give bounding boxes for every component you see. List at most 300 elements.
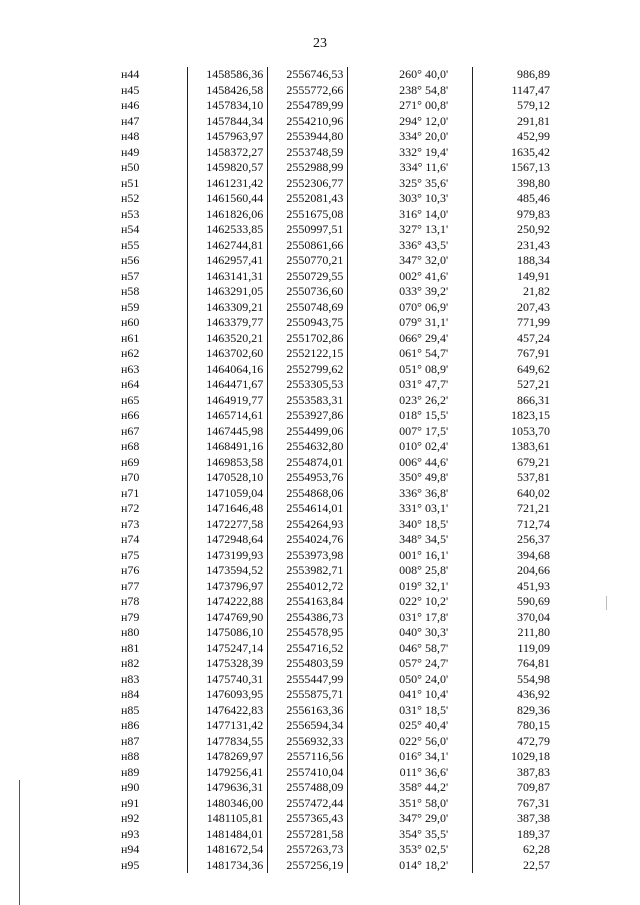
x-coordinate-cell: 1477834,55 <box>188 734 268 750</box>
table-row <box>119 811 552 827</box>
direction-angle-cell: 001° 16,1' <box>348 548 473 564</box>
distance-cell: 398,80 <box>473 176 552 192</box>
table-row <box>119 765 552 781</box>
table-row <box>119 734 552 750</box>
direction-angle-cell: 316° 14,0' <box>348 207 473 223</box>
x-coordinate-cell: 1458426,58 <box>188 83 268 99</box>
distance-cell: 452,99 <box>473 129 552 145</box>
table-row <box>119 253 552 269</box>
table-row <box>119 377 552 393</box>
y-coordinate-cell: 2556746,53 <box>268 67 348 83</box>
point-name-cell: н75 <box>121 547 140 562</box>
direction-angle-cell: 050° 24,0' <box>348 672 473 688</box>
x-coordinate-cell: 1475328,39 <box>188 656 268 672</box>
distance-cell: 1029,18 <box>473 749 552 765</box>
x-coordinate-cell: 1472277,58 <box>188 517 268 533</box>
y-coordinate-cell: 2554868,06 <box>268 486 348 502</box>
distance-cell: 21,82 <box>473 284 552 300</box>
x-coordinate-cell: 1475740,31 <box>188 672 268 688</box>
x-coordinate-cell: 1476093,95 <box>188 687 268 703</box>
y-coordinate-cell: 2550943,75 <box>268 315 348 331</box>
distance-cell: 119,09 <box>473 641 552 657</box>
distance-cell: 149,91 <box>473 269 552 285</box>
distance-cell: 211,80 <box>473 625 552 641</box>
point-name-cell: н88 <box>121 749 140 763</box>
table-row <box>119 780 552 796</box>
table-row <box>119 858 552 874</box>
distance-cell: 764,81 <box>473 656 552 672</box>
point-name-cell: н44 <box>121 67 140 81</box>
table-row <box>119 656 552 672</box>
direction-angle-cell: 061° 54,7' <box>348 346 473 362</box>
y-coordinate-cell: 2552081,43 <box>268 191 348 207</box>
table-row <box>119 284 552 300</box>
x-coordinate-cell: 1463520,21 <box>188 331 268 347</box>
x-coordinate-cell: 1475086,10 <box>188 625 268 641</box>
point-name-cell: н71 <box>121 485 140 500</box>
x-coordinate-cell: 1464471,67 <box>188 377 268 393</box>
table-row <box>119 548 552 564</box>
y-coordinate-cell: 2554578,95 <box>268 625 348 641</box>
distance-cell: 579,12 <box>473 98 552 114</box>
distance-cell: 387,38 <box>473 811 552 827</box>
point-name-cell: н63 <box>121 361 140 376</box>
distance-cell: 679,21 <box>473 455 552 471</box>
x-coordinate-cell: 1461560,44 <box>188 191 268 207</box>
direction-angle-cell: 031° 17,8' <box>348 610 473 626</box>
direction-angle-cell: 336° 43,5' <box>348 238 473 254</box>
point-name-cell: н87 <box>121 733 140 748</box>
y-coordinate-cell: 2557281,58 <box>268 827 348 843</box>
y-coordinate-cell: 2550736,60 <box>268 284 348 300</box>
x-coordinate-cell: 1473796,97 <box>188 579 268 595</box>
x-coordinate-cell: 1459820,57 <box>188 160 268 176</box>
x-coordinate-cell: 1461231,42 <box>188 176 268 192</box>
distance-cell: 709,87 <box>473 780 552 796</box>
direction-angle-cell: 334° 11,6' <box>348 160 473 176</box>
distance-cell: 537,81 <box>473 470 552 486</box>
distance-cell: 1567,13 <box>473 160 552 176</box>
x-coordinate-cell: 1462533,85 <box>188 222 268 238</box>
y-coordinate-cell: 2554716,52 <box>268 641 348 657</box>
y-coordinate-cell: 2552799,62 <box>268 362 348 378</box>
x-coordinate-cell: 1463141,31 <box>188 269 268 285</box>
y-coordinate-cell: 2550770,21 <box>268 253 348 269</box>
direction-angle-cell: 332° 19,4' <box>348 145 473 161</box>
point-name-cell: н74 <box>121 532 140 546</box>
direction-angle-cell: 350° 49,8' <box>348 470 473 486</box>
point-name-cell: н55 <box>121 237 140 252</box>
table-row <box>119 827 552 843</box>
table-row <box>119 455 552 471</box>
x-coordinate-cell: 1481672,54 <box>188 842 268 858</box>
distance-cell: 204,66 <box>473 563 552 579</box>
table-row <box>119 408 552 424</box>
distance-cell: 1635,42 <box>473 145 552 161</box>
table-row <box>119 83 552 99</box>
distance-cell: 1053,70 <box>473 424 552 440</box>
y-coordinate-cell: 2554953,76 <box>268 470 348 486</box>
table-row <box>119 393 552 409</box>
x-coordinate-cell: 1457844,34 <box>188 114 268 130</box>
direction-angle-cell: 046° 58,7' <box>348 641 473 657</box>
point-name-cell: н46 <box>121 98 140 112</box>
y-coordinate-cell: 2554386,73 <box>268 610 348 626</box>
direction-angle-cell: 336° 36,8' <box>348 486 473 502</box>
direction-angle-cell: 334° 20,0' <box>348 129 473 145</box>
direction-angle-cell: 358° 44,2' <box>348 780 473 796</box>
x-coordinate-cell: 1481105,81 <box>188 811 268 827</box>
direction-angle-cell: 294° 12,0' <box>348 114 473 130</box>
distance-cell: 829,36 <box>473 703 552 719</box>
table-row <box>119 610 552 626</box>
direction-angle-cell: 007° 17,5' <box>348 424 473 440</box>
y-coordinate-cell: 2553305,53 <box>268 377 348 393</box>
point-name-cell: н76 <box>121 563 140 577</box>
y-coordinate-cell: 2552306,77 <box>268 176 348 192</box>
y-coordinate-cell: 2554163,84 <box>268 594 348 610</box>
y-coordinate-cell: 2555447,99 <box>268 672 348 688</box>
distance-cell: 721,21 <box>473 501 552 517</box>
y-coordinate-cell: 2553927,86 <box>268 408 348 424</box>
point-name-cell: н64 <box>121 377 140 391</box>
distance-cell: 767,31 <box>473 796 552 812</box>
x-coordinate-cell: 1473199,93 <box>188 548 268 564</box>
direction-angle-cell: 271° 00,8' <box>348 98 473 114</box>
y-coordinate-cell: 2555875,71 <box>268 687 348 703</box>
direction-angle-cell: 022° 10,2' <box>348 594 473 610</box>
table-row <box>119 672 552 688</box>
point-name-cell: н93 <box>121 826 140 841</box>
direction-angle-cell: 327° 13,1' <box>348 222 473 238</box>
point-name-cell: н45 <box>121 82 140 97</box>
table-row <box>119 517 552 533</box>
y-coordinate-cell: 2557116,56 <box>268 749 348 765</box>
point-name-cell: н49 <box>121 144 140 159</box>
point-name-cell: н57 <box>121 268 140 283</box>
direction-angle-cell: 340° 18,5' <box>348 517 473 533</box>
distance-cell: 436,92 <box>473 687 552 703</box>
distance-cell: 231,43 <box>473 238 552 254</box>
point-name-cell: н62 <box>121 346 140 360</box>
y-coordinate-cell: 2557365,43 <box>268 811 348 827</box>
direction-angle-cell: 303° 10,3' <box>348 191 473 207</box>
x-coordinate-cell: 1471646,48 <box>188 501 268 517</box>
distance-cell: 22,57 <box>473 858 552 874</box>
table-row <box>119 145 552 161</box>
distance-cell: 387,83 <box>473 765 552 781</box>
y-coordinate-cell: 2554210,96 <box>268 114 348 130</box>
table-row <box>119 176 552 192</box>
direction-angle-cell: 348° 34,5' <box>348 532 473 548</box>
distance-cell: 451,93 <box>473 579 552 595</box>
x-coordinate-cell: 1472948,64 <box>188 532 268 548</box>
direction-angle-cell: 031° 47,7' <box>348 377 473 393</box>
distance-cell: 986,89 <box>473 67 552 83</box>
direction-angle-cell: 011° 36,6' <box>348 765 473 781</box>
point-name-cell: н79 <box>121 609 140 624</box>
y-coordinate-cell: 2554789,99 <box>268 98 348 114</box>
distance-cell: 457,24 <box>473 331 552 347</box>
table-row <box>119 362 552 378</box>
y-coordinate-cell: 2554803,59 <box>268 656 348 672</box>
direction-angle-cell: 070° 06,9' <box>348 300 473 316</box>
table-row <box>119 191 552 207</box>
direction-angle-cell: 260° 40,0' <box>348 67 473 83</box>
point-name-cell: н59 <box>121 299 140 314</box>
y-coordinate-cell: 2552988,99 <box>268 160 348 176</box>
y-coordinate-cell: 2550748,69 <box>268 300 348 316</box>
direction-angle-cell: 051° 08,9' <box>348 362 473 378</box>
point-name-cell: н58 <box>121 284 140 298</box>
distance-cell: 370,04 <box>473 610 552 626</box>
x-coordinate-cell: 1458586,36 <box>188 67 268 83</box>
direction-angle-cell: 033° 39,2' <box>348 284 473 300</box>
x-coordinate-cell: 1461826,06 <box>188 207 268 223</box>
direction-angle-cell: 014° 18,2' <box>348 858 473 874</box>
point-name-cell: н85 <box>121 702 140 717</box>
table-row <box>119 579 552 595</box>
y-coordinate-cell: 2551702,86 <box>268 331 348 347</box>
x-coordinate-cell: 1480346,00 <box>188 796 268 812</box>
y-coordinate-cell: 2554012,72 <box>268 579 348 595</box>
x-coordinate-cell: 1469853,58 <box>188 455 268 471</box>
point-name-cell: н70 <box>121 470 140 484</box>
distance-cell: 256,37 <box>473 532 552 548</box>
direction-angle-cell: 008° 25,8' <box>348 563 473 579</box>
table-row <box>119 486 552 502</box>
y-coordinate-cell: 2554874,01 <box>268 455 348 471</box>
x-coordinate-cell: 1462957,41 <box>188 253 268 269</box>
table-row <box>119 300 552 316</box>
distance-cell: 291,81 <box>473 114 552 130</box>
x-coordinate-cell: 1464064,16 <box>188 362 268 378</box>
point-name-cell: н81 <box>121 640 140 655</box>
point-name-cell: н66 <box>121 408 140 422</box>
table-row <box>119 67 552 83</box>
y-coordinate-cell: 2556594,34 <box>268 718 348 734</box>
point-name-cell: н73 <box>121 516 140 531</box>
table-row <box>119 222 552 238</box>
distance-cell: 554,98 <box>473 672 552 688</box>
direction-angle-cell: 238° 54,8' <box>348 83 473 99</box>
point-name-cell: н94 <box>121 842 140 856</box>
distance-cell: 1147,47 <box>473 83 552 99</box>
point-name-cell: н65 <box>121 392 140 407</box>
point-name-cell: н83 <box>121 671 140 686</box>
direction-angle-cell: 353° 02,5' <box>348 842 473 858</box>
x-coordinate-cell: 1481484,01 <box>188 827 268 843</box>
y-coordinate-cell: 2554264,93 <box>268 517 348 533</box>
y-coordinate-cell: 2553944,80 <box>268 129 348 145</box>
table-row <box>119 749 552 765</box>
distance-cell: 712,74 <box>473 517 552 533</box>
direction-angle-cell: 041° 10,4' <box>348 687 473 703</box>
page-number: 23 <box>313 36 327 51</box>
direction-angle-cell: 331° 03,1' <box>348 501 473 517</box>
y-coordinate-cell: 2556932,33 <box>268 734 348 750</box>
y-coordinate-cell: 2550729,55 <box>268 269 348 285</box>
table-row <box>119 641 552 657</box>
point-name-cell: н47 <box>121 113 140 128</box>
point-name-cell: н69 <box>121 454 140 469</box>
table-row <box>119 796 552 812</box>
distance-cell: 590,69 <box>473 594 552 610</box>
point-name-cell: н60 <box>121 315 140 329</box>
x-coordinate-cell: 1462744,81 <box>188 238 268 254</box>
direction-angle-cell: 031° 18,5' <box>348 703 473 719</box>
table-row <box>119 129 552 145</box>
x-coordinate-cell: 1463291,05 <box>188 284 268 300</box>
distance-cell: 527,21 <box>473 377 552 393</box>
direction-angle-cell: 019° 32,1' <box>348 579 473 595</box>
table-row <box>119 703 552 719</box>
x-coordinate-cell: 1463702,60 <box>188 346 268 362</box>
table-row <box>119 532 552 548</box>
point-name-cell: н82 <box>121 656 140 670</box>
table-row <box>119 269 552 285</box>
direction-angle-cell: 018° 15,5' <box>348 408 473 424</box>
point-name-cell: н56 <box>121 253 140 267</box>
y-coordinate-cell: 2551675,08 <box>268 207 348 223</box>
point-name-cell: н84 <box>121 687 140 701</box>
point-name-cell: н80 <box>121 625 140 639</box>
direction-angle-cell: 057° 24,7' <box>348 656 473 672</box>
y-coordinate-cell: 2557472,44 <box>268 796 348 812</box>
table-row <box>119 563 552 579</box>
table-row <box>119 687 552 703</box>
x-coordinate-cell: 1467445,98 <box>188 424 268 440</box>
distance-cell: 979,83 <box>473 207 552 223</box>
x-coordinate-cell: 1479636,31 <box>188 780 268 796</box>
direction-angle-cell: 325° 35,6' <box>348 176 473 192</box>
direction-angle-cell: 002° 41,6' <box>348 269 473 285</box>
distance-cell: 485,46 <box>473 191 552 207</box>
direction-angle-cell: 016° 34,1' <box>348 749 473 765</box>
y-coordinate-cell: 2554614,01 <box>268 501 348 517</box>
y-coordinate-cell: 2552122,15 <box>268 346 348 362</box>
distance-cell: 1383,61 <box>473 439 552 455</box>
point-name-cell: н90 <box>121 780 140 794</box>
point-name-cell: н61 <box>121 330 140 345</box>
y-coordinate-cell: 2550997,51 <box>268 222 348 238</box>
distance-cell: 207,43 <box>473 300 552 316</box>
distance-cell: 640,02 <box>473 486 552 502</box>
point-name-cell: н95 <box>121 857 140 872</box>
y-coordinate-cell: 2553973,98 <box>268 548 348 564</box>
distance-cell: 472,79 <box>473 734 552 750</box>
y-coordinate-cell: 2557488,09 <box>268 780 348 796</box>
distance-cell: 780,15 <box>473 718 552 734</box>
x-coordinate-cell: 1457963,97 <box>188 129 268 145</box>
distance-cell: 188,34 <box>473 253 552 269</box>
y-coordinate-cell: 2555772,66 <box>268 83 348 99</box>
direction-angle-cell: 006° 44,6' <box>348 455 473 471</box>
table-row <box>119 842 552 858</box>
point-name-cell: н48 <box>121 129 140 143</box>
table-row <box>119 718 552 734</box>
point-name-cell: н92 <box>121 811 140 825</box>
x-coordinate-cell: 1479256,41 <box>188 765 268 781</box>
table-row <box>119 594 552 610</box>
point-name-cell: н68 <box>121 439 140 453</box>
table-row <box>119 439 552 455</box>
table-row <box>119 424 552 440</box>
distance-cell: 1823,15 <box>473 408 552 424</box>
x-coordinate-cell: 1463379,77 <box>188 315 268 331</box>
point-name-cell: н77 <box>121 578 140 593</box>
y-coordinate-cell: 2554024,76 <box>268 532 348 548</box>
left-margin-rule <box>19 780 20 905</box>
point-name-cell: н50 <box>121 160 140 174</box>
x-coordinate-cell: 1474222,88 <box>188 594 268 610</box>
y-coordinate-cell: 2553748,59 <box>268 145 348 161</box>
x-coordinate-cell: 1481734,36 <box>188 858 268 874</box>
point-name-cell: н91 <box>121 795 140 810</box>
table-row <box>119 207 552 223</box>
distance-cell: 866,31 <box>473 393 552 409</box>
direction-angle-cell: 023° 26,2' <box>348 393 473 409</box>
x-coordinate-cell: 1471059,04 <box>188 486 268 502</box>
table-row <box>119 625 552 641</box>
coordinates-table-body <box>119 67 552 873</box>
x-coordinate-cell: 1474769,90 <box>188 610 268 626</box>
distance-cell: 767,91 <box>473 346 552 362</box>
y-coordinate-cell: 2557410,04 <box>268 765 348 781</box>
table-row <box>119 98 552 114</box>
y-coordinate-cell: 2554632,80 <box>268 439 348 455</box>
x-coordinate-cell: 1465714,61 <box>188 408 268 424</box>
direction-angle-cell: 354° 35,5' <box>348 827 473 843</box>
direction-angle-cell: 347° 29,0' <box>348 811 473 827</box>
x-coordinate-cell: 1478269,97 <box>188 749 268 765</box>
distance-cell: 62,28 <box>473 842 552 858</box>
table-row <box>119 315 552 331</box>
x-coordinate-cell: 1477131,42 <box>188 718 268 734</box>
x-coordinate-cell: 1464919,77 <box>188 393 268 409</box>
point-name-cell: н89 <box>121 764 140 779</box>
distance-cell: 250,92 <box>473 222 552 238</box>
point-name-cell: н51 <box>121 175 140 190</box>
y-coordinate-cell: 2557256,19 <box>268 858 348 874</box>
point-name-cell: н52 <box>121 191 140 205</box>
direction-angle-cell: 351° 58,0' <box>348 796 473 812</box>
table-row <box>119 238 552 254</box>
direction-angle-cell: 025° 40,4' <box>348 718 473 734</box>
point-name-cell: н78 <box>121 594 140 608</box>
table-row <box>119 160 552 176</box>
point-name-cell: н72 <box>121 501 140 515</box>
x-coordinate-cell: 1470528,10 <box>188 470 268 486</box>
direction-angle-cell: 010° 02,4' <box>348 439 473 455</box>
table-row <box>119 501 552 517</box>
x-coordinate-cell: 1463309,21 <box>188 300 268 316</box>
y-coordinate-cell: 2556163,36 <box>268 703 348 719</box>
table-row <box>119 114 552 130</box>
direction-angle-cell: 347° 32,0' <box>348 253 473 269</box>
x-coordinate-cell: 1476422,83 <box>188 703 268 719</box>
x-coordinate-cell: 1468491,16 <box>188 439 268 455</box>
coordinates-table <box>119 67 552 873</box>
x-coordinate-cell: 1473594,52 <box>188 563 268 579</box>
direction-angle-cell: 079° 31,1' <box>348 315 473 331</box>
point-name-cell: н54 <box>121 222 140 236</box>
x-coordinate-cell: 1475247,14 <box>188 641 268 657</box>
y-coordinate-cell: 2557263,73 <box>268 842 348 858</box>
y-coordinate-cell: 2553982,71 <box>268 563 348 579</box>
distance-cell: 771,99 <box>473 315 552 331</box>
point-name-cell: н53 <box>121 206 140 221</box>
